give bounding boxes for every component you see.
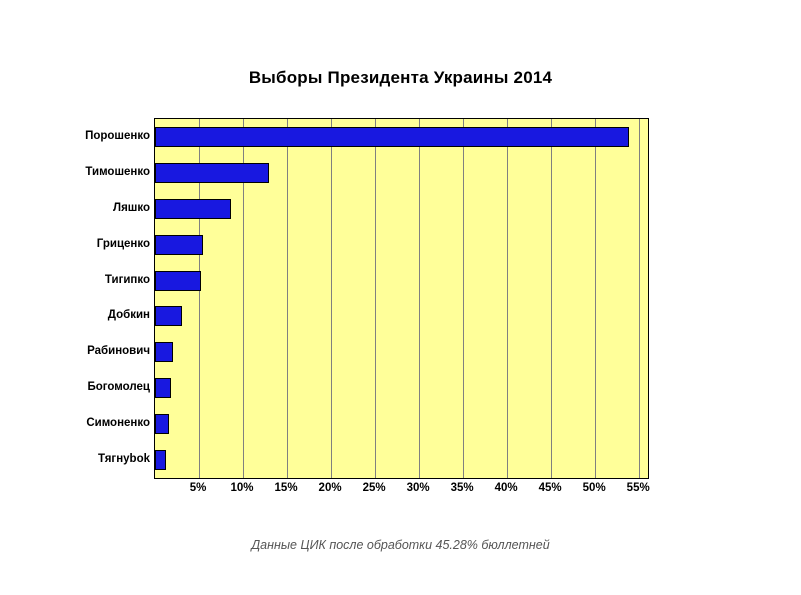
bar-row: [155, 263, 648, 299]
x-tick-label: 50%: [582, 482, 606, 494]
bar-row: [155, 442, 648, 478]
category-label: Богомолец: [87, 381, 150, 394]
chart-title: Выборы Президента Украины 2014: [248, 68, 553, 87]
bar-row: [155, 191, 648, 227]
category-label: Добкин: [107, 309, 150, 322]
x-axis-ticks: [154, 482, 649, 502]
bar-row: [155, 299, 648, 335]
category-label: Порошенко: [85, 129, 150, 142]
category-label: Тягнybok: [97, 453, 150, 466]
x-tick-label: 15%: [274, 482, 298, 494]
bar: [155, 235, 203, 255]
category-label: Симоненко: [86, 417, 150, 430]
bar: [155, 306, 182, 326]
bar-row: [155, 406, 648, 442]
category-label: Рабинович: [87, 345, 150, 358]
x-tick-label: 5%: [189, 482, 207, 494]
bar-row: [155, 370, 648, 406]
bar-row: [155, 227, 648, 263]
bar: [155, 199, 231, 219]
category-label: Тимошенко: [85, 165, 150, 178]
bar: [155, 163, 269, 183]
x-tick-label: 20%: [318, 482, 342, 494]
category-label: Тигипко: [104, 273, 150, 286]
x-tick-label: 35%: [450, 482, 474, 494]
bar: [155, 414, 169, 434]
x-tick-label: 40%: [494, 482, 518, 494]
bar-row: [155, 119, 648, 155]
x-tick-label: 45%: [538, 482, 562, 494]
category-axis: [4, 118, 150, 479]
bar: [155, 127, 629, 147]
bar: [155, 378, 171, 398]
category-label: Гриценко: [96, 237, 150, 250]
x-tick-label: 25%: [362, 482, 386, 494]
x-tick-label: 10%: [230, 482, 254, 494]
plot-area: [154, 118, 649, 479]
bar: [155, 271, 201, 291]
bar-row: [155, 334, 648, 370]
x-tick-label: 55%: [626, 482, 650, 494]
bar: [155, 450, 166, 470]
bar: [155, 342, 173, 362]
chart-annotation: Данные ЦИК после обработки 45.28% бюллетней: [251, 538, 550, 552]
category-label: Ляшко: [113, 201, 150, 214]
bar-row: [155, 155, 648, 191]
x-tick-label: 30%: [406, 482, 430, 494]
